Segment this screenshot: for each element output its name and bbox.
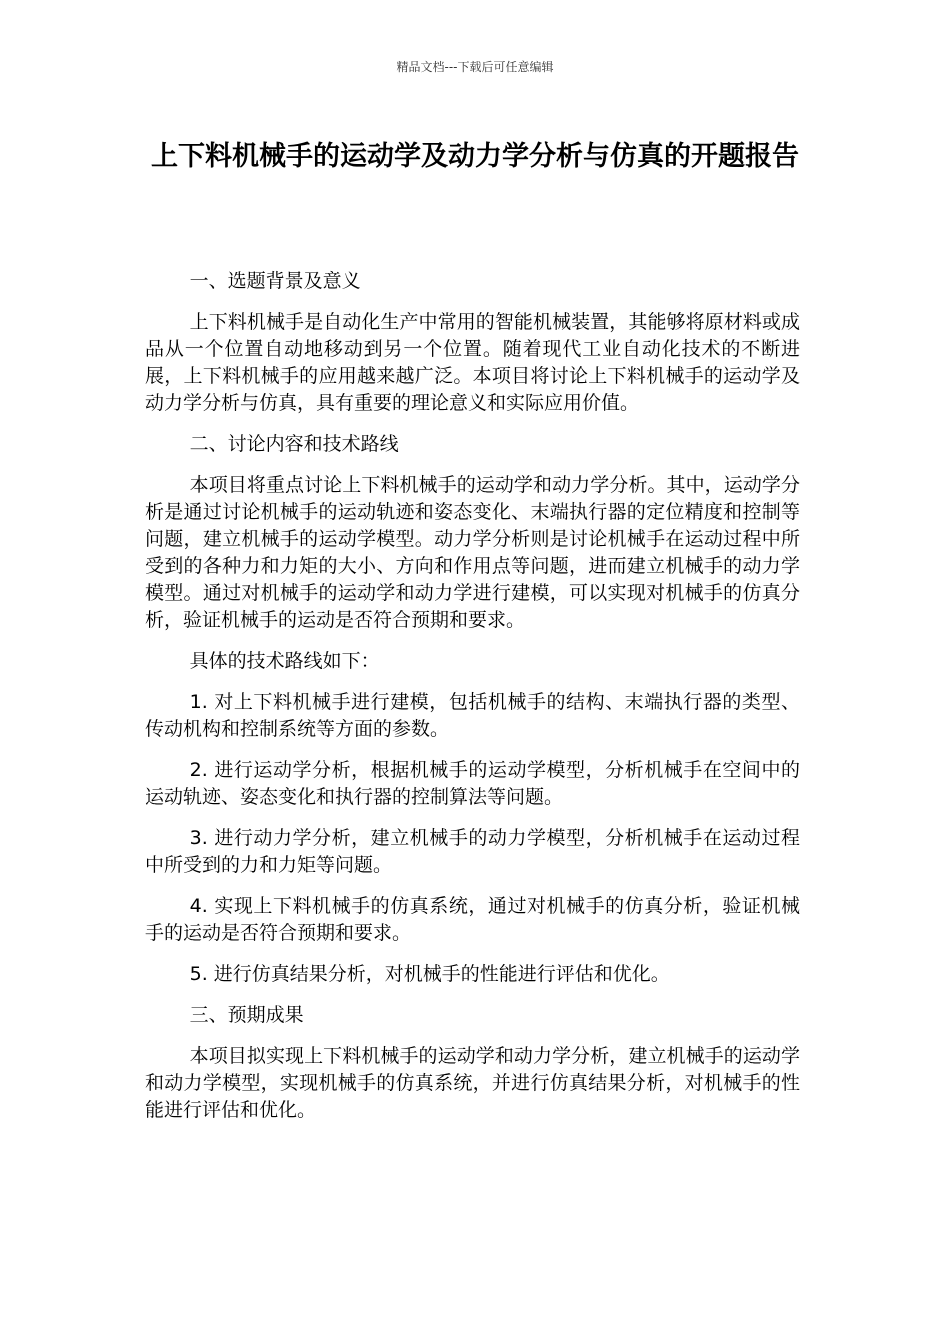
paragraph-outcomes: 本项目拟实现上下料机械手的运动学和动力学分析，建立机械手的运动学和动力学模型，实现机械手的仿真系统，并进行仿真结果分析，对机械手的性能进行评估和优化。 <box>145 1045 800 1121</box>
document-body <box>145 268 800 1138</box>
section-heading-background: 一、选题背景及意义 <box>189 270 361 292</box>
paragraph-content: 本项目将重点讨论上下料机械手的运动学和动力学分析。其中，运动学分析是通过讨论机械手的运动轨迹和姿态变化、末端执行器的定位精度和控制等问题，建立机械手的运动学模型。动力学分析则是讨论机械手在运动过程中所受到的各种力和力矩的大小、方向和作用点等问题，进而建立机械手的动力学模型。通过对机械手的运动学和动力学进行建模，可以实现对机械手的仿真分析，验证机械手的运动是否符合预期和要求。 <box>145 474 800 631</box>
list-item-2: 2. 进行运动学分析，根据机械手的运动学模型，分析机械手在空间中的运动轨迹、姿态变化和执行器的控制算法等问题。 <box>145 759 800 808</box>
list-item-5: 5. 进行仿真结果分析，对机械手的性能进行评估和优化。 <box>189 963 670 985</box>
document-title: 上下料机械手的运动学及动力学分析与仿真的开题报告 <box>151 141 799 172</box>
section-heading-outcomes: 三、预期成果 <box>189 1004 304 1026</box>
list-item-3: 3. 进行动力学分析，建立机械手的动力学模型，分析机械手在运动过程中所受到的力和力矩等问题。 <box>145 827 800 876</box>
header-note: 精品文档---下载后可任意编辑 <box>396 60 554 74</box>
list-item-4: 4. 实现上下料机械手的仿真系统，通过对机械手的仿真分析，验证机械手的运动是否符合预期和要求。 <box>145 895 800 944</box>
paragraph-background: 上下料机械手是自动化生产中常用的智能机械装置，其能够将原材料或成品从一个位置自动地移动到另一个位置。随着现代工业自动化技术的不断进展，上下料机械手的应用越来越广泛。本项目将讨论上下料机械手的运动学及动力学分析与仿真，具有重要的理论意义和实际应用价值。 <box>145 311 800 414</box>
list-item-1: 1. 对上下料机械手进行建模，包括机械手的结构、末端执行器的类型、传动机构和控制系统等方面的参数。 <box>145 691 800 740</box>
section-heading-content: 二、讨论内容和技术路线 <box>189 433 399 455</box>
paragraph-route-intro: 具体的技术路线如下： <box>189 650 380 672</box>
